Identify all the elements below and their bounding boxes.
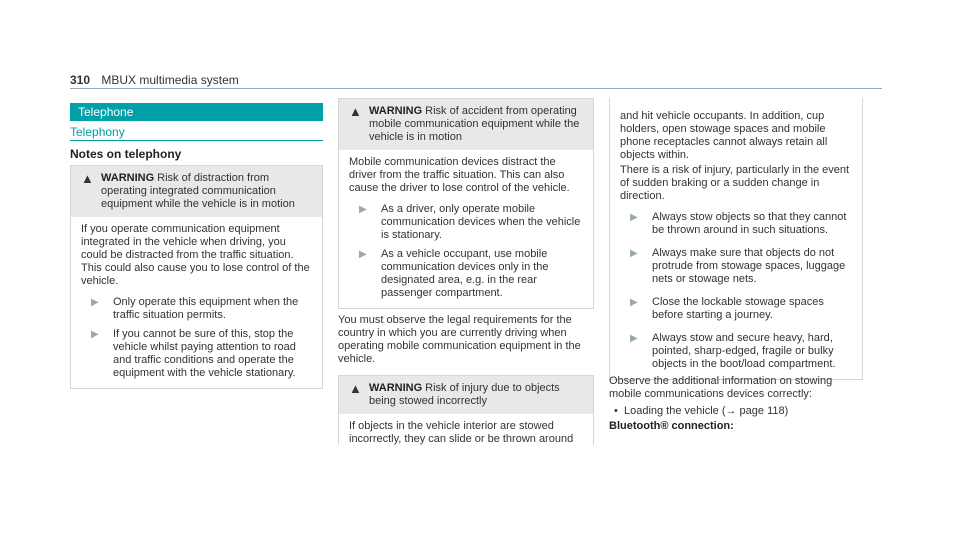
arrow-right-icon: ▶ — [630, 297, 638, 308]
arrow-right-icon: ▶ — [359, 249, 367, 260]
notes-heading: Notes on telephony — [70, 147, 182, 161]
warning-text: Risk of injury due to objects being stowed incorrectly — [369, 382, 560, 407]
bullet-icon: • — [614, 405, 624, 417]
arrow-right-icon: ▶ — [630, 333, 638, 344]
risk-body: There is a risk of injury, particularly in the event of sudden braking or a sudden change in direction. — [620, 164, 850, 202]
warning-box-continued — [609, 98, 863, 380]
warning-header — [71, 166, 322, 217]
subtitle-divider — [70, 140, 323, 141]
list-item: ▶ As a vehicle occupant, use mobile communication devices only in the designated area, e.g. in the rear passenger compartment. — [349, 248, 583, 300]
warning-text: Risk of distraction from operating integrated communication equipment while the vehicle is in motion — [101, 172, 295, 210]
header-divider — [70, 88, 882, 89]
warning-triangle-icon: ▲ — [349, 104, 362, 119]
section-subtitle: Telephony — [70, 125, 125, 139]
warning-box-injury — [338, 375, 594, 445]
warning-label: WARNING — [101, 172, 155, 184]
warning-triangle-icon: ▲ — [349, 381, 362, 396]
arrow-right-icon: ▶ — [359, 204, 367, 215]
warning-text: Risk of accident from operating mobile communication equipment while the vehicle is in motion — [369, 105, 580, 143]
arrow-right-icon: ▶ — [91, 297, 99, 308]
list-item: ▶ Always make sure that objects do not protrude from stowage spaces, luggage nets or stowage nets. — [620, 247, 852, 286]
arrow-right-icon: ▶ — [630, 212, 638, 223]
warning-label: WARNING — [369, 105, 423, 117]
arrow-right-icon: ▶ — [630, 248, 638, 259]
loading-link[interactable]: Loading the vehicle (→ page 118) — [623, 405, 789, 417]
warning-body: If you operate communication equipment integrated in the vehicle when driving, you could be distracted from the traffic situation. This could also cause you to lose control of the vehicle. — [81, 223, 310, 287]
warning-body: If objects in the vehicle interior are stowed incorrectly, they can slide or be thrown around — [349, 420, 574, 445]
list-item: ▶ Always stow objects so that they cannot be thrown around in such situations. — [620, 211, 852, 237]
arrow-right-icon: ▶ — [91, 329, 99, 340]
list-item: ▶ If you cannot be sure of this, stop the vehicle whilst paying attention to road and traffic conditions and operate the equipment with the vehicle stationary. — [81, 328, 312, 380]
warning-body: Mobile communication devices distract the driver from the traffic situation. This can also cause the driver to lose control of the vehicle. — [349, 156, 570, 194]
warning-box-distraction — [70, 165, 323, 389]
page-number: 310 — [70, 73, 91, 87]
page-header — [70, 73, 239, 87]
page-header-title: MBUX multimedia system — [101, 73, 239, 87]
list-item: ▶ Always stow and secure heavy, hard, pointed, sharp-edged, fragile or bulky objects in the boot/load compartment. — [620, 332, 852, 371]
stowing-paragraph: Observe the additional information on stowing mobile communications devices correctly: — [609, 375, 833, 400]
loading-bullet — [614, 405, 788, 418]
list-item: ▶ Close the lockable stowage spaces before starting a journey. — [620, 296, 852, 322]
warning-label: WARNING — [369, 382, 423, 394]
section-bar: Telephone — [70, 103, 323, 121]
warning-box-accident — [338, 98, 594, 309]
bluetooth-heading: Bluetooth® connection: — [609, 420, 734, 432]
warning-triangle-icon: ▲ — [81, 171, 94, 186]
list-item: ▶ As a driver, only operate mobile communication devices when the vehicle is stationary. — [349, 203, 583, 242]
legal-requirements-paragraph: You must observe the legal requirements for the country in which you are currently driving when operating mobile communication equipment in the vehicle. — [338, 314, 581, 365]
warning-header — [339, 376, 593, 414]
continued-body: and hit vehicle occupants. In addition, cup holders, open stowage spaces and mobile phone receptacles cannot always retain all objects within. — [620, 110, 828, 161]
warning-header — [339, 99, 593, 150]
list-item: ▶ Only operate this equipment when the traffic situation permits. — [81, 296, 312, 322]
